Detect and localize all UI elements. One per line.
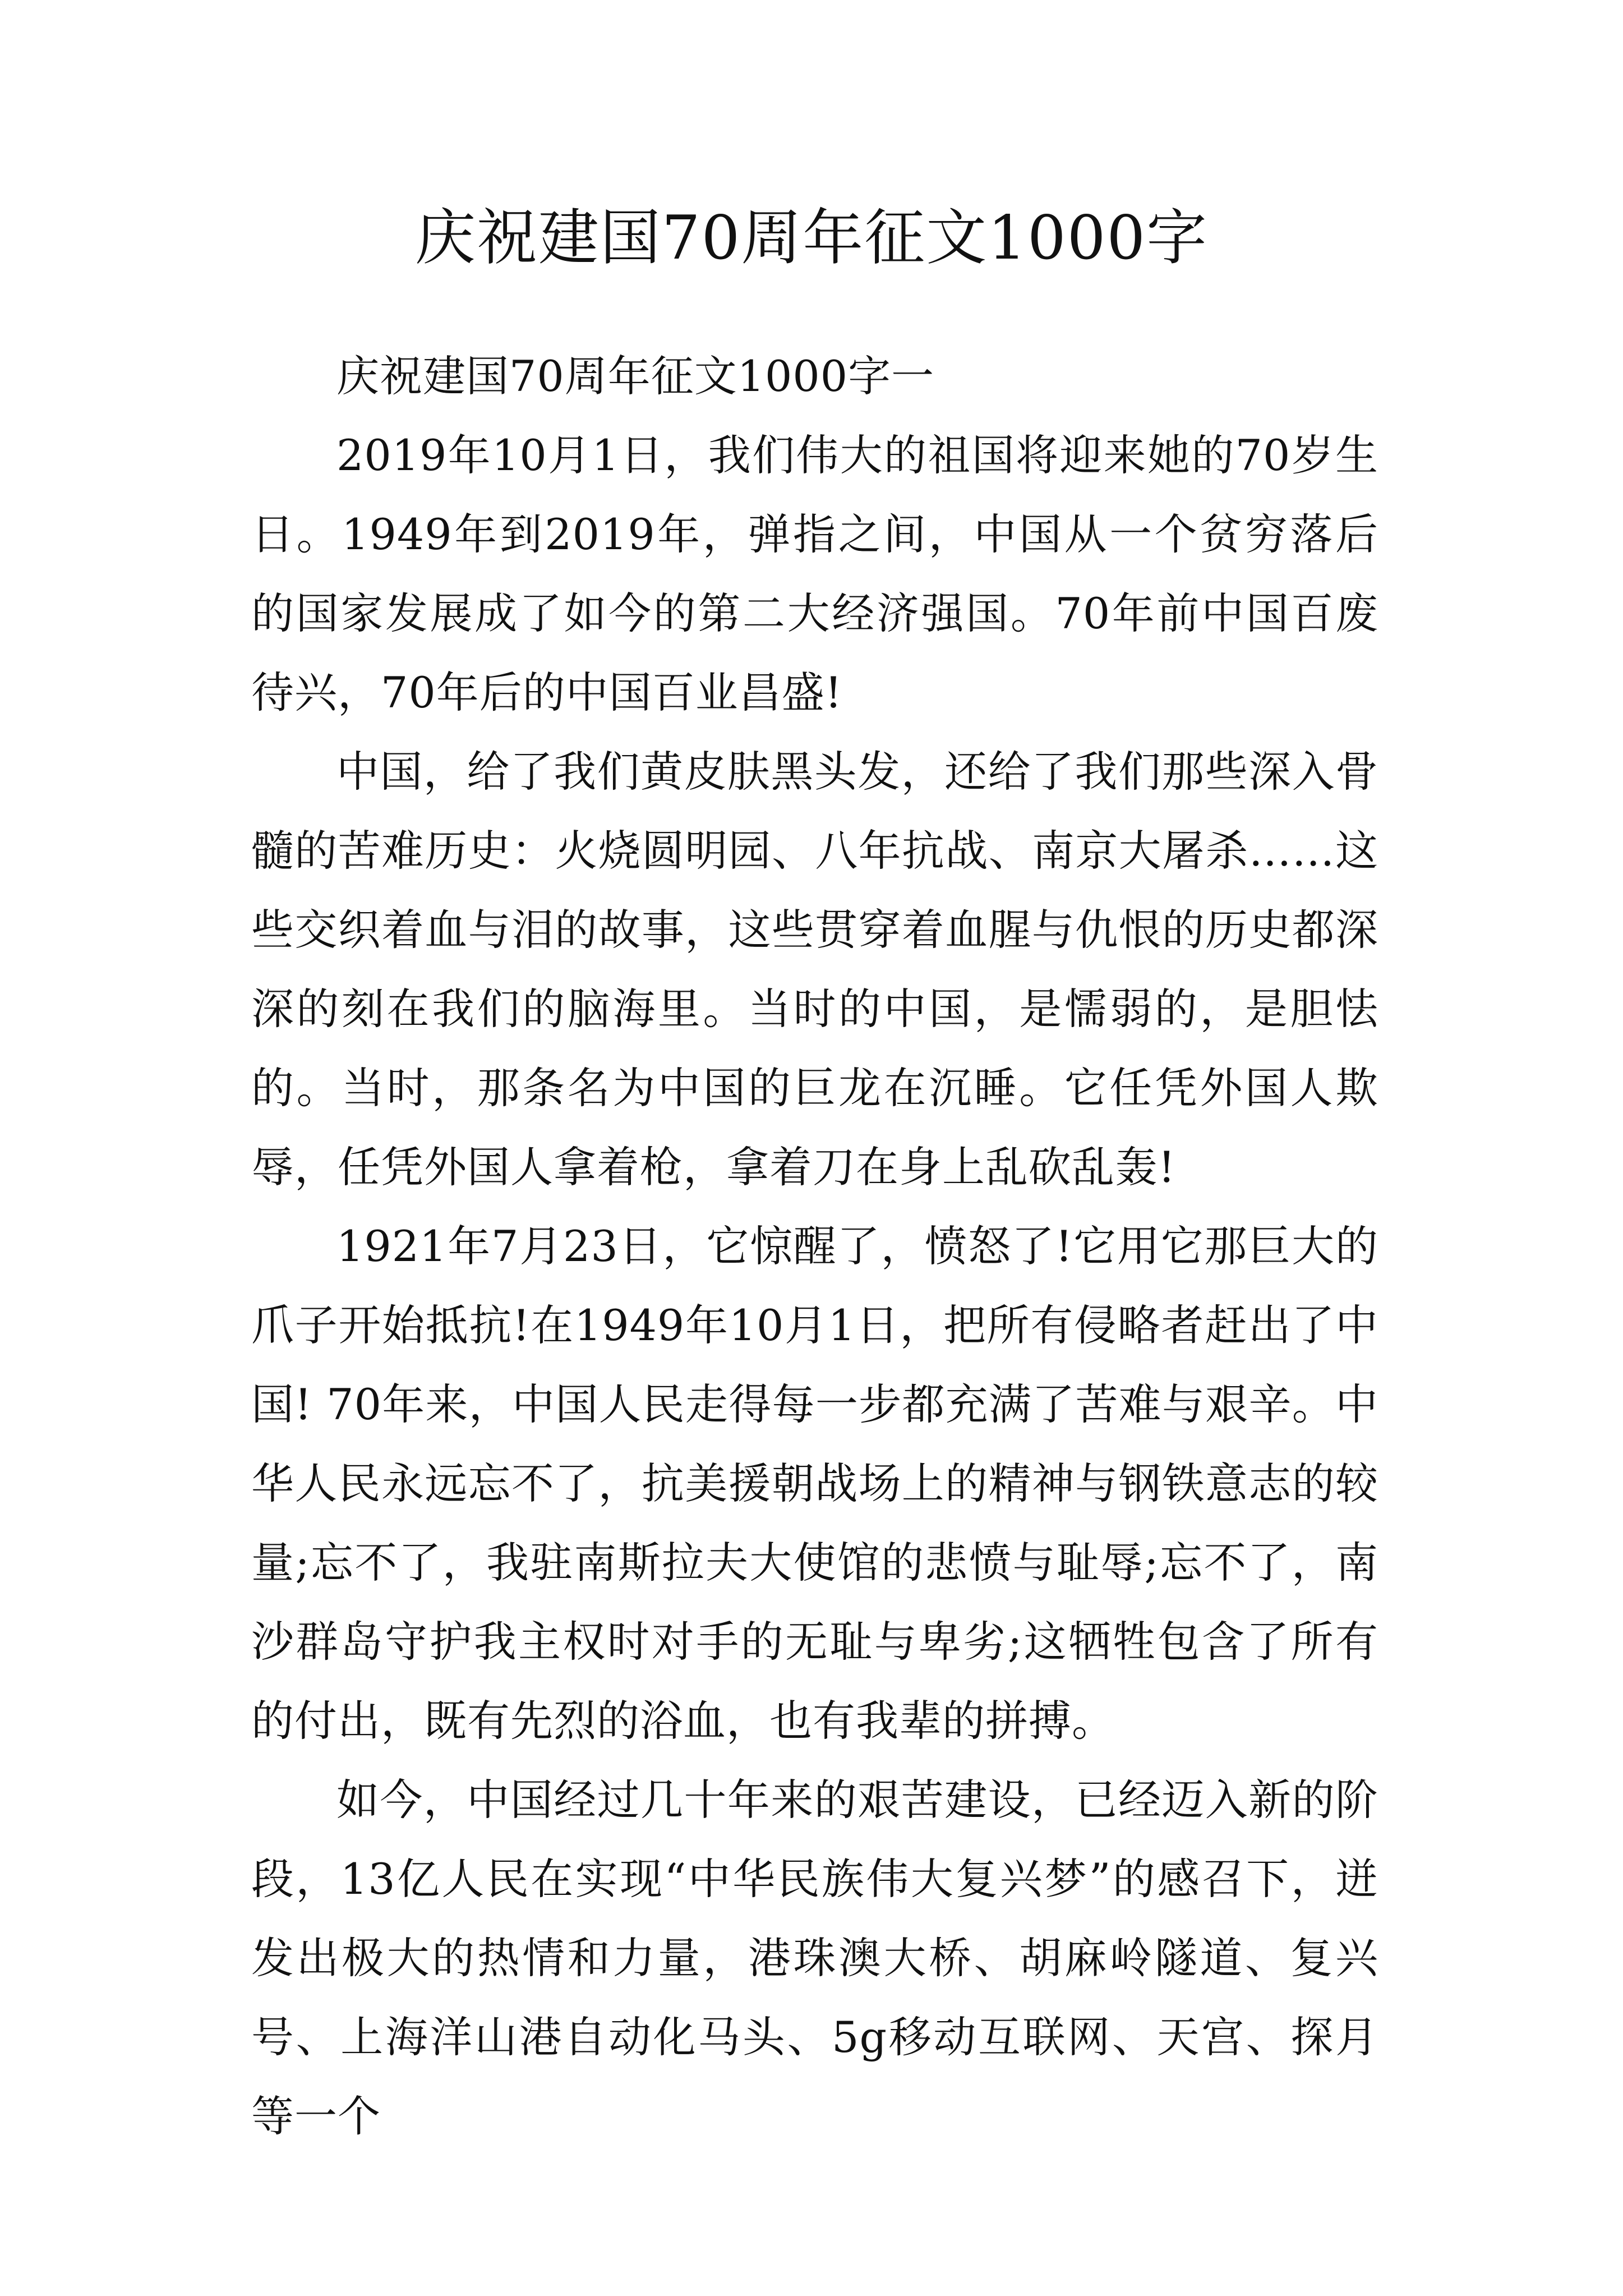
paragraph-1: 2019年10月1日，我们伟大的祖国将迎来她的70岁生日。1949年到2019年，弹指之间，中国从一个贫穷落后的国家发展成了如今的第二大经济强国。70年前中国百废待兴，70年后的中国百业昌盛! (251, 430, 1378, 717)
paragraph-3: 1921年7月23日，它惊醒了，愤怒了!它用它那巨大的爪子开始抵抗!在1949年10月1日，把所有侵略者赶出了中国! 70年来，中国人民走得每一步都充满了苦难与艰辛。中华人民永远忘不了，抗美援朝战场上的精神与钢铁意志的较量;忘不了，我驻南斯拉夫大使馆的悲愤与耻辱;忘不了，南沙群岛守护我主权时对手的无耻与卑劣;这牺牲包含了所有的付出，既有先烈的浴血，也有我辈的拼搏。 (251, 1221, 1378, 1746)
paragraph-subtitle: 庆祝建国70周年征文1000字一 (336, 351, 935, 401)
document-title: 庆祝建国70周年征文1000字 (414, 203, 1209, 273)
document-body (251, 337, 1378, 2156)
paragraph-4: 如今，中国经过几十年来的艰苦建设，已经迈入新的阶段，13亿人民在实现“中华民族伟大复兴梦”的感召下，迸发出极大的热情和力量，港珠澳大桥、胡麻岭隧道、复兴号、上海洋山港自动化马头、5g移动互联网、天宫、探月等一个 (251, 1775, 1378, 2141)
paragraph-2: 中国，给了我们黄皮肤黑头发，还给了我们那些深入骨髓的苦难历史：火烧圆明园、八年抗战、南京大屠杀……这些交织着血与泪的故事，这些贯穿着血腥与仇恨的历史都深深的刻在我们的脑海里。当时的中国，是懦弱的，是胆怯的。当时，那条名为中国的巨龙在沉睡。它任凭外国人欺辱，任凭外国人拿着枪，拿着刀在身上乱砍乱轰! (251, 747, 1378, 1192)
